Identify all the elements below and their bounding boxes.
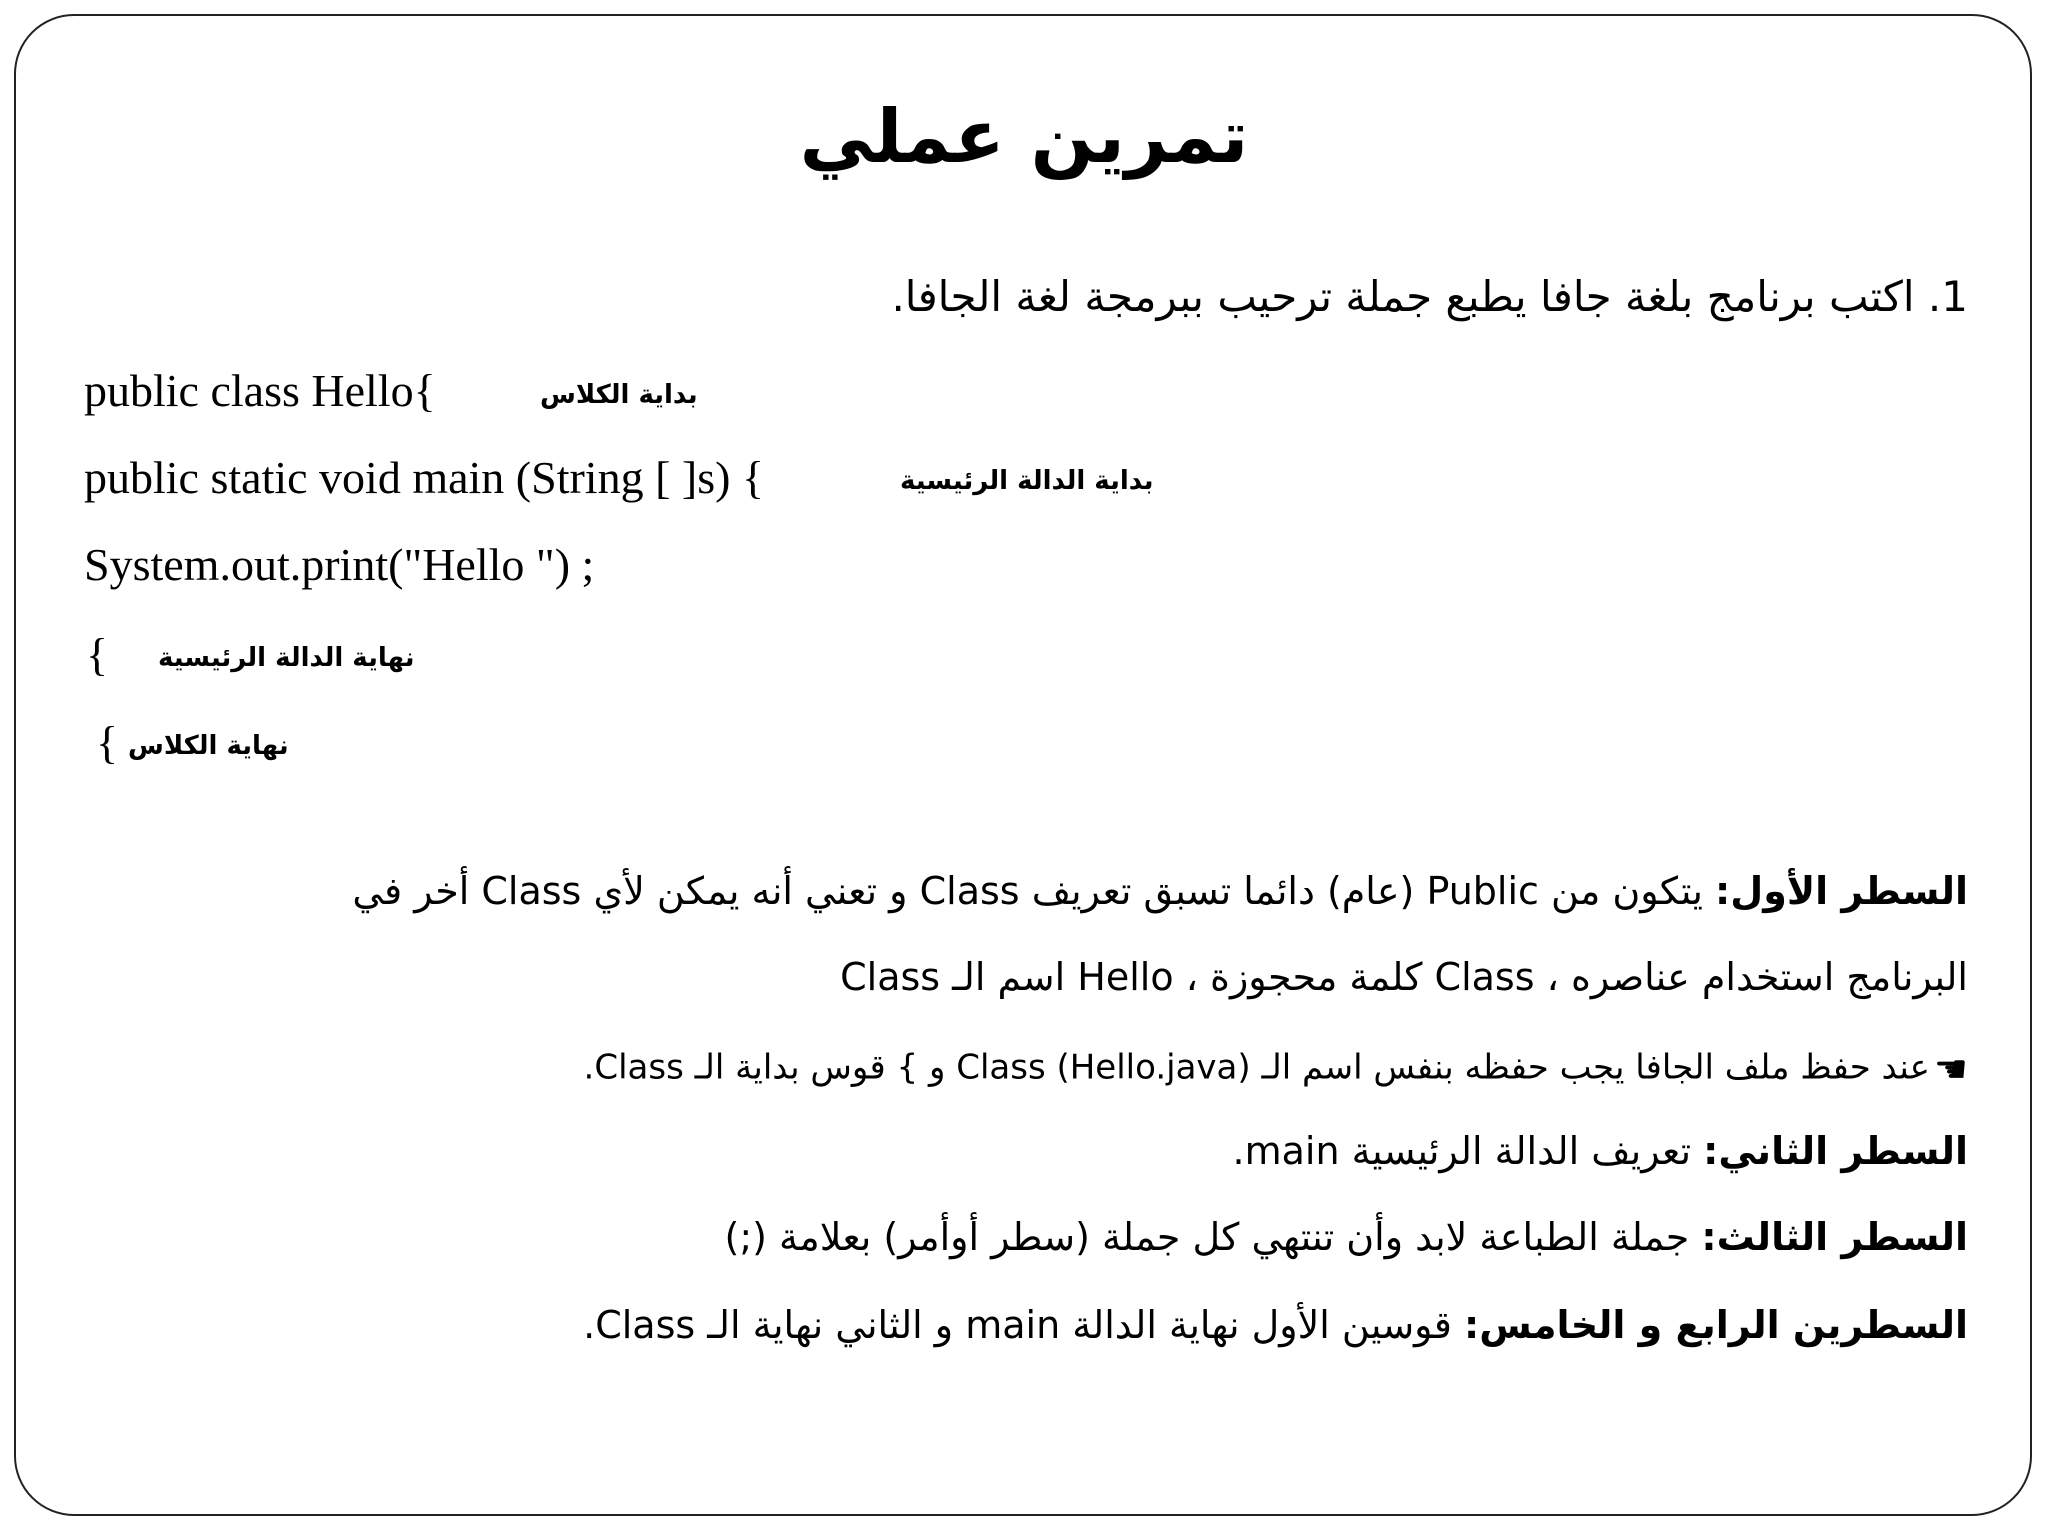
save-note bbox=[583, 1047, 1968, 1091]
slide-title: تمرين عملي bbox=[799, 94, 1249, 180]
explanation-line-2-label: السطر الثاني: bbox=[1703, 1129, 1968, 1173]
code-comment-class-start: بداية الكلاس bbox=[540, 380, 698, 410]
explanation-line-2 bbox=[1232, 1129, 1968, 1173]
code-brace-main-end: { bbox=[86, 629, 109, 680]
explanation-line-3 bbox=[724, 1215, 1968, 1259]
code-comment-main-end: نهاية الدالة الرئيسية bbox=[158, 643, 415, 673]
pointing-hand-icon: ☚ bbox=[1933, 1047, 1968, 1091]
save-note-text: عند حفظ ملف الجافا يجب حفظه بنفس اسم الـ Class (Hello.java) و } قوس بداية الـ Class. bbox=[583, 1047, 1930, 1088]
explanation-line-3-text: جملة الطباعة لابد وأن تنتهي كل جملة (سطر أوأمر) بعلامة (;) bbox=[724, 1215, 1702, 1259]
slide-frame bbox=[14, 14, 2032, 1516]
explanation-line-4-label: السطرين الرابع و الخامس: bbox=[1464, 1303, 1968, 1347]
explanation-line-4-text: قوسين الأول نهاية الدالة main و الثاني نهاية الـ Class. bbox=[583, 1303, 1465, 1347]
code-comment-main-start: بداية الدالة الرئيسية bbox=[900, 466, 1154, 496]
explanation-line-1 bbox=[352, 869, 1968, 913]
code-brace-class-end: { bbox=[96, 717, 119, 768]
explanation-line-1-continued: البرنامج استخدام عناصره ، Class كلمة محجوزة ، Hello اسم الـ Class bbox=[840, 955, 1968, 999]
code-line-3: System.out.print("Hello ") ; bbox=[84, 539, 595, 590]
explanation-line-1-text: يتكون من Public (عام) دائما تسبق تعريف Class و تعني أنه يمكن لأي Class أخر في bbox=[352, 869, 1716, 913]
explanation-line-3-label: السطر الثالث: bbox=[1701, 1215, 1968, 1259]
code-comment-class-end: نهاية الكلاس bbox=[128, 731, 289, 761]
explanation-line-1-label: السطر الأول: bbox=[1715, 869, 1968, 913]
code-line-2: public static void main (String [ ]s) { bbox=[84, 452, 765, 503]
question-text: 1. اكتب برنامج بلغة جافا يطبع جملة ترحيب ببرمجة لغة الجافا. bbox=[891, 272, 1968, 321]
explanation-line-2-text: تعريف الدالة الرئيسية main. bbox=[1232, 1129, 1704, 1173]
code-line-1: public class Hello{ bbox=[84, 365, 436, 416]
explanation-line-4 bbox=[583, 1303, 1968, 1347]
